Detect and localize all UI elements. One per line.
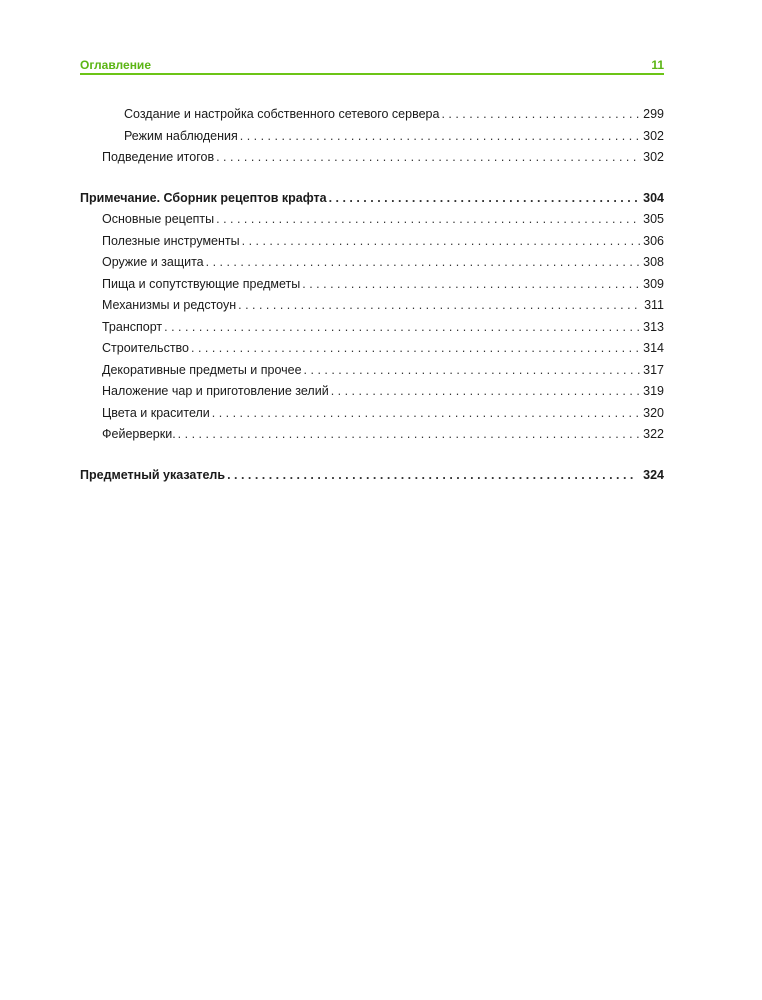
toc-entry-page: 299 xyxy=(643,107,664,121)
toc-entry-title: Транспорт xyxy=(102,319,163,334)
toc-entry-title: Фейерверки. xyxy=(102,427,176,441)
dot-leader xyxy=(331,381,641,403)
toc-entry[interactable] xyxy=(80,317,664,339)
toc-entry-page: 322 xyxy=(643,427,664,441)
toc-entry[interactable] xyxy=(80,252,664,274)
toc-entry-page: 306 xyxy=(643,233,664,248)
toc-entry[interactable] xyxy=(80,381,664,403)
toc-entry-page: 311 xyxy=(644,298,664,312)
toc-entry[interactable] xyxy=(80,147,664,169)
dot-leader xyxy=(240,126,641,148)
toc-chapter-entry[interactable] xyxy=(80,188,664,210)
toc-entry[interactable] xyxy=(80,360,664,382)
header-title: Оглавление xyxy=(80,58,151,72)
toc-chapter-title: Предметный указатель xyxy=(80,467,226,482)
toc-entry-page: 302 xyxy=(643,150,664,164)
dot-leader xyxy=(227,465,637,487)
toc-entry-title: Механизмы и редстоун xyxy=(102,298,237,312)
toc-chapter-page: 324 xyxy=(643,467,664,482)
running-header xyxy=(80,57,664,75)
toc-entry[interactable] xyxy=(80,403,664,425)
dot-leader xyxy=(206,252,642,274)
dot-leader xyxy=(242,231,642,253)
toc-entry-title: Строительство xyxy=(102,341,189,355)
header-page-number: 11 xyxy=(651,58,664,72)
toc-entry[interactable] xyxy=(80,104,664,126)
toc-entry-page: 308 xyxy=(643,255,664,269)
dot-leader xyxy=(304,360,642,382)
toc-entry-title: Полезные инструменты xyxy=(102,233,240,248)
toc-entry-title: Наложение чар и приготовление зелий xyxy=(102,384,329,398)
toc-entry[interactable] xyxy=(80,295,664,317)
toc-entry[interactable] xyxy=(80,231,664,253)
dot-leader xyxy=(329,188,638,210)
toc-entry-page: 319 xyxy=(643,384,664,398)
dot-leader xyxy=(238,295,642,317)
toc-entry[interactable] xyxy=(80,424,664,446)
toc-chapter-title: Примечание. Сборник рецептов крафта xyxy=(80,190,327,205)
toc-entry-title: Декоративные предметы и прочее xyxy=(102,362,302,377)
dot-leader xyxy=(212,403,641,425)
toc-entry-page: 320 xyxy=(643,405,664,420)
dot-leader xyxy=(164,317,641,339)
toc-entry-page: 314 xyxy=(643,341,664,355)
dot-leader xyxy=(441,104,641,126)
toc-entry-page: 302 xyxy=(643,128,664,143)
dot-leader xyxy=(216,209,641,231)
dot-leader xyxy=(178,424,641,446)
toc-entry[interactable] xyxy=(80,209,664,231)
toc-entry-page: 313 xyxy=(643,319,664,334)
toc-entry-title: Подведение итогов xyxy=(102,150,215,164)
table-of-contents xyxy=(80,104,664,486)
dot-leader xyxy=(191,338,641,360)
toc-entry[interactable] xyxy=(80,274,664,296)
toc-entry[interactable] xyxy=(80,126,664,148)
dot-leader xyxy=(216,147,641,169)
toc-entry-title: Оружие и защита xyxy=(102,255,204,269)
toc-entry-title: Основные рецепты xyxy=(102,212,215,226)
toc-entry-title: Режим наблюдения xyxy=(124,128,238,143)
toc-entry-title: Цвета и красители xyxy=(102,405,210,420)
dot-leader xyxy=(302,274,641,296)
toc-chapter-page: 304 xyxy=(643,190,664,205)
toc-entry-page: 305 xyxy=(643,212,664,226)
toc-chapter-entry[interactable] xyxy=(80,465,664,487)
toc-entry-page: 317 xyxy=(643,362,664,377)
toc-entry-title: Пища и сопутствующие предметы xyxy=(102,276,301,291)
toc-entry[interactable] xyxy=(80,338,664,360)
toc-entry-title: Создание и настройка собственного сетевого сервера xyxy=(124,107,440,121)
toc-entry-page: 309 xyxy=(643,276,664,291)
